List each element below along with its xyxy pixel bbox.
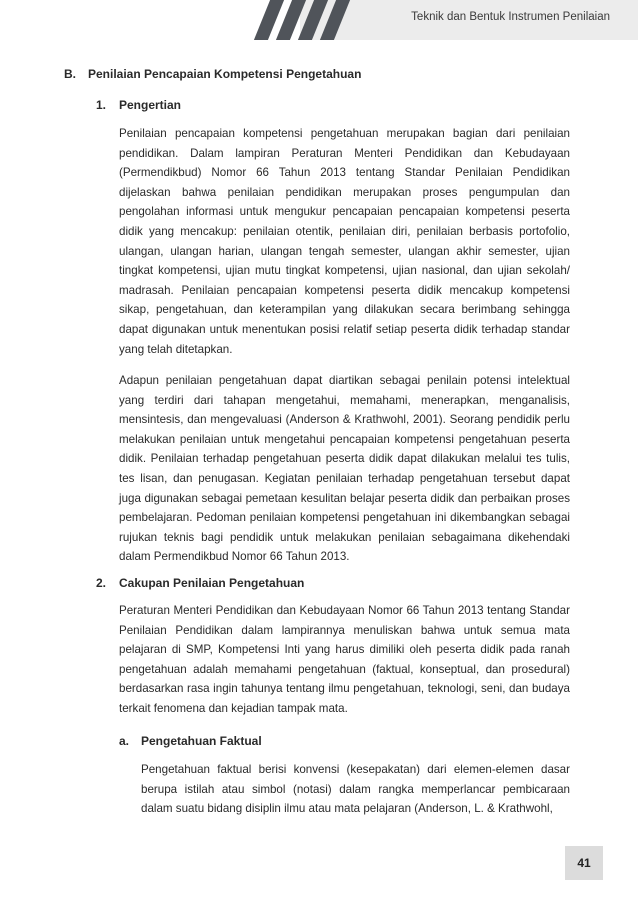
paragraph-cakupan: Peraturan Menteri Pendidikan dan Kebudayaan Nomor 66 Tahun 2013 tentang Standar Penilaian Pendidikan dalam lampirannya menuliskan bahwa untuk semua mata pelajaran di SMP, Kompetensi Inti yang harus dimiliki oleh peserta didik pada ranah pengetahuan adalah memahami pengetahuan (faktual, konseptual, dan prosedural) berdasarkan rasa ingin tahunya tentang ilmu pengetahuan, teknologi, seni, dan budaya terkait fenomena dan kejadian tampak mata. [119, 604, 570, 715]
item-title: Pengetahuan Faktual [141, 734, 262, 748]
subsection-heading-1 [96, 98, 181, 112]
item-heading-a [119, 734, 262, 748]
section-heading [64, 67, 361, 81]
paragraph-pengertian-1: Penilaian pencapaian kompetensi pengetahuan merupakan bagian dari penilaian pendidikan. Dalam lampiran Peraturan Menteri Pendidikan dan Kebudayaan (Permendikbud) Nomor 66 Tahun 2013 tentang Standar Penilaian Pendidikan dijelaskan bahwa penilaian pendidikan merupakan proses pengumpulan dan pengolahan informasi untuk mengukur pencapaian pencapaian kompetensi peserta didik yang mencakup: penilaian otentik, penilaian diri, penilaian berbasis portofolio, ulangan, ulangan harian, ulangan tengah semester, ulangan akhir semester, ujian tingkat kompetensi, ujian mutu tingkat kompetensi, ujian nasional, dan ujian sekolah/ madrasah. Penilaian pencapaian kompetensi peserta didik mencakup kompetensi sikap, pengetahuan, dan keterampilan yang dilakukan secara berimbang sehingga dapat digunakan untuk menentukan posisi relatif setiap peserta didik terhadap standar yang telah ditetapkan. [119, 127, 570, 356]
page-number: 41 [565, 846, 603, 880]
paragraph-pengertian-2: Adapun penilaian pengetahuan dapat diartikan sebagai penilain potensi intelektual yang terdiri dari tahapan mengetahui, memahami, menerapkan, menganalisis, mensintesis, dan mengevaluasi (Anderson & Krathwohl, 2001). Seorang pendidik perlu melakukan penilaian untuk mengetahui pencapaian kompetensi pengetahuan peserta didik. Penilaian terhadap pengetahuan peserta didik dapat dilakukan melalui tes tulis, tes lisan, dan penugasan. Kegiatan penilaian terhadap pengetahuan tersebut dapat juga digunakan sebagai pemetaan kesulitan belajar peserta didik dan perbaikan proses pembelajaran. Pedoman penilaian kompetensi pengetahuan ini dikembangkan sebagai rujukan teknis bagi pendidik untuk melakukan penilaian sebagaimana dikehendaki dalam Permendikbud Nomor 66 Tahun 2013. [119, 374, 570, 564]
section-label: B. [64, 67, 76, 81]
running-header-title: Teknik dan Bentuk Instrumen Penilaian [411, 11, 610, 23]
paragraph-faktual: Pengetahuan faktual berisi konvensi (kesepakatan) dari elemen-elemen dasar berupa istilah atau simbol (notasi) dalam rangka memperlancar pembicaraan dalam suatu bidang disiplin ilmu atau mata pelajaran (Anderson, L. & Krathwohl, [141, 763, 570, 816]
section-title: Penilaian Pencapaian Kompetensi Pengetahuan [88, 67, 362, 81]
subsection-title: Pengertian [119, 98, 182, 112]
subsection-label: 2. [96, 576, 107, 590]
subsection-title: Cakupan Penilaian Pengetahuan [119, 576, 305, 590]
subsection-heading-2 [96, 576, 304, 590]
item-label: a. [119, 734, 130, 748]
header-stripes-decoration [252, 0, 362, 40]
subsection-label: 1. [96, 98, 107, 112]
